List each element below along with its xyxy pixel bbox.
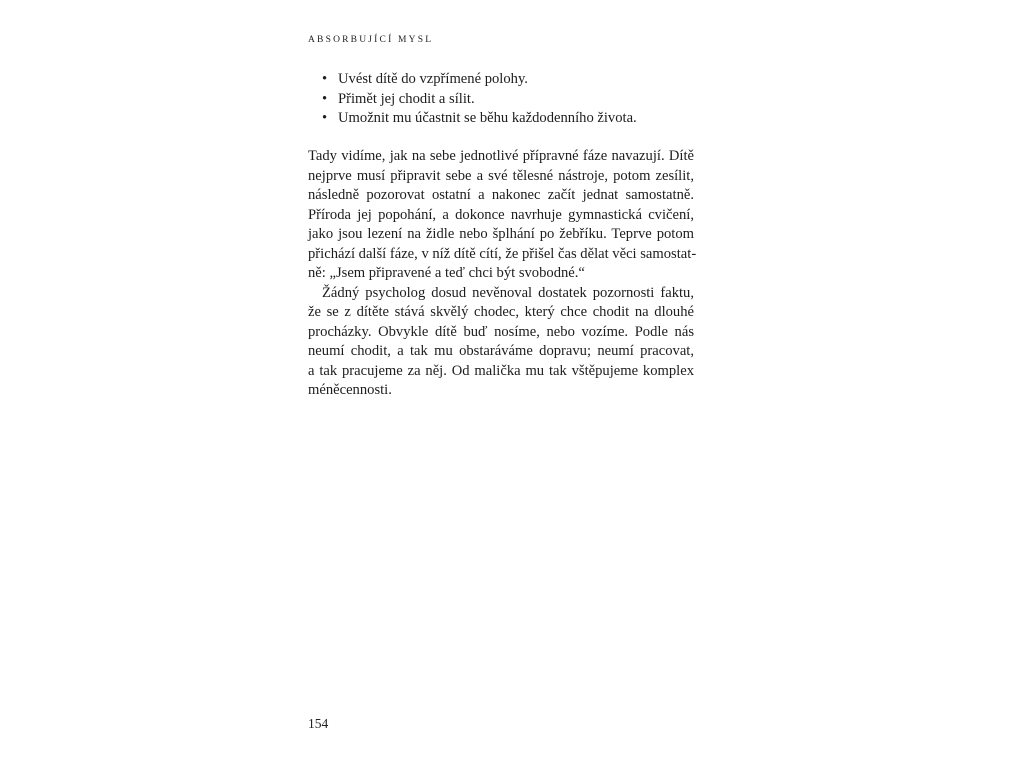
bullet-text: Umožnit mu účastnit se běhu každodenního života.: [338, 110, 637, 126]
bullet-icon: •: [322, 71, 328, 87]
text-line: neumí chodit, a tak mu obstaráváme dopravu; neumí pracovat,: [308, 343, 694, 359]
paragraph: [308, 147, 697, 284]
bullet-icon: •: [322, 110, 328, 126]
text-line: Tady vidíme, jak na sebe jednotlivé přípravné fáze navazují. Dítě: [308, 148, 694, 164]
text-line: Žádný psycholog dosud nevěnoval dostatek pozornosti faktu,: [322, 284, 694, 301]
text-line: Příroda jej popohání, a dokonce navrhuje gymnastická cvičení,: [308, 206, 694, 223]
bullet-text: Uvést dítě do vzpřímené polohy.: [338, 71, 528, 87]
text-line: ně: „Jsem připravené a teď chci být svobodné.“: [308, 265, 585, 281]
bullet-item: [318, 90, 637, 110]
paragraph: [308, 284, 694, 401]
body-text: [308, 147, 697, 401]
text-line: že se z dítěte stává skvělý chodec, který chce chodit na dlouhé: [308, 304, 694, 320]
text-line: a tak pracujeme za něj. Od malička mu tak vštěpujeme komplex: [308, 362, 694, 379]
bullet-text: Přimět jej chodit a sílit.: [338, 90, 475, 107]
text-line: přichází další fáze, v níž dítě cítí, že přišel čas dělat věci samostat-: [308, 245, 697, 262]
text-line: nejprve musí připravit sebe a své tělesné nástroje, potom zesílit,: [308, 167, 694, 184]
bullet-list: [318, 70, 637, 129]
running-head: ABSORBUJÍCÍ MYSL: [308, 35, 434, 45]
bullet-item: [318, 109, 637, 129]
text-line: méněcennosti.: [308, 382, 392, 398]
text-line: procházky. Obvykle dítě buď nosíme, nebo vozíme. Podle nás: [308, 323, 694, 340]
bullet-item: [318, 70, 637, 90]
text-line: následně pozorovat ostatní a nakonec začít jednat samostatně.: [308, 187, 694, 203]
text-line: jako jsou lezení na židle nebo šplhání po žebříku. Teprve potom: [308, 226, 694, 242]
bullet-icon: •: [322, 90, 328, 107]
page-number: 154: [308, 716, 329, 731]
